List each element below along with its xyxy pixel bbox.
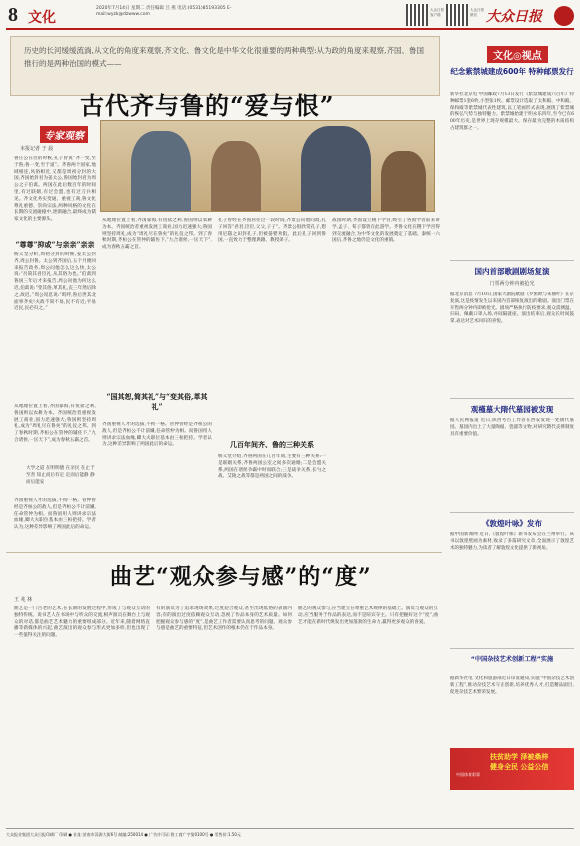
article-paragraph: 杨义堂介绍,齐鲁两国在几百年间,主要有三种关系:一是联姻关系,齐鲁两国公室之间多次通婚;二是会盟关系,两国在诸侯争霸中时而联合;三是战争关系,长勺之战、艾陵之战等都是两国之间的战争。 <box>218 454 326 480</box>
article-quote: 大学之道 在明明德 在亲民 在止于至善 知止而后有定 定而后能静 静而后能安 <box>26 466 95 485</box>
article-paragraph: 齐国重视人才的选拔,不拘一格。管仲曾经是齐桓公的敌人,但是齐桓公不计前嫌,任命管仲为相。而鲁国用人则讲求宗法血缘,卿大夫职位基本由三桓把持。学者认为,这种差异影响了两国此后的命运。 <box>102 422 212 448</box>
figure-shape <box>211 141 261 211</box>
article-paragraph: 有的演员为了追求现场效果,过度迎合观众,甚至出现低俗的表演内容;有的演出过度依赖观众互动,忽视了作品本身的艺术质量。如何把握观众参与感的“度”,是曲艺工作者需要认真思考的问题。观众参与感是曲艺的重要特征,但艺术创作的根本仍在于作品本身。 <box>156 606 292 632</box>
sidebar-text: 据新华社电 文化和旅游部近日印发通知,实施“中国杂技艺术创新工程”,推动杂技艺术守正创新,培养优秀人才,打造精品剧目,促进杂技艺术繁荣发展。 <box>450 676 574 695</box>
second-headline: 曲艺“观众参与感”的“度” <box>110 564 372 590</box>
figure-shape <box>301 126 371 211</box>
sidebar-headline: “中国杂技艺术创新工程”实施 <box>470 656 554 663</box>
article-paragraph: 曲艺是一门古老的艺术,在长期的发展过程中,形成了与观众互动的独特传统。说书艺人在书场中与听众的交流,相声演员在舞台上与观众的对话,都是曲艺艺术魅力的重要组成部分。近年来,随着网络直播等新媒体的兴起,曲艺演出的观众参与形式更加多样,但也出现了一些值得关注的问题。 <box>14 606 150 639</box>
sidebar-subtitle: 门票两分钟内被抢光 <box>489 281 535 287</box>
divider <box>450 512 574 513</box>
main-headline: 古代齐与鲁的“爱与恨” <box>80 91 335 120</box>
expert-tag: 专家观察 <box>40 126 88 143</box>
masthead-meta: 2020年7月14日 星期二 责任编辑 吕 燕 电话:(0531)85193305 E-mail:wyzk@dzwww.com <box>96 6 232 17</box>
newspaper-brand: 大众日报 <box>486 9 542 25</box>
sidebar-headline: 纪念紫禁城建成600年 特种邮票发行 <box>450 67 574 76</box>
article-subhead: “国其恕,简其礼”与“变其俗,革其礼” <box>106 392 208 411</box>
sidebar-tag: 文化◎视点 <box>487 46 548 63</box>
section-title: 文化 <box>28 10 56 26</box>
illustration-image <box>100 120 435 212</box>
article-paragraph: 曲艺的观众参与,应当建立在尊重艺术规律的基础上。演员与观众的互动,应当服务于作品的表达,而不是喧宾夺主。只有把握好这个“度”,曲艺才能在新时代焕发出更加蓬勃的生命力,赢得更多观众的喜爱。 <box>298 606 438 625</box>
brand-logo-icon <box>554 6 574 26</box>
figure-shape <box>131 131 191 211</box>
divider <box>450 260 574 261</box>
qr-caption: 大众日报 微信 <box>470 8 484 17</box>
article-subhead: 几百年间齐、鲁的三种关系 <box>230 440 314 449</box>
sidebar-text: 据中国新闻网 近日,《敦煌叶咏》新书发布会在兰州举行。该书以敦煌壁画为素材,收录了多篇研究文章,全面展示了敦煌艺术的独特魅力,为读者了解敦煌文化提供了新视角。 <box>450 532 574 551</box>
sidebar-text: 据人民网报道 近日,陕西考古工作者在西安发现一处隋代墓园。墓园内出土了大量陶俑、瓷器等文物,对研究隋代丧葬制度具有重要价值。 <box>450 418 574 437</box>
ad-slogan <box>490 752 572 772</box>
ad-logo: 中国体育彩票 <box>456 772 480 777</box>
qr-code-icon <box>406 4 428 26</box>
sidebar-text: 新华社北京电 中国邮政7月13日发行《紫禁城建成六百年》特种邮票1套6枚,小型张1枚。邮票设计选取了太和殿、中和殿、保和殿等紫禁城代表性建筑,以工笔画形式表现,展现了紫禁城的恢弘气势与独特魅力。紫禁城始建于明永乐四年,至今已有600年历史,是世界上现存规模最大、保存最为完整的木质结构古建筑群之一。 <box>450 92 574 131</box>
ad-slogan-line: 健身全民 公益公信 <box>490 763 549 771</box>
qr-caption: 大众日报 客户端 <box>430 8 444 17</box>
article-paragraph: 从地理位置上看,齐国靠海,有鱼盐之利,鲁国则以农耕为本。齐国统治者重视发展工商业,国力迅速强大;鲁国则坚持周礼,成为“周礼尽在鲁矣”的礼仪之邦。到了春秋时期,齐桓公在管仲的辅佐下,“九合诸侯,一匡天下”,成为春秋五霸之首。 <box>102 218 212 251</box>
article-paragraph: 孔子曾经在齐国居住过一段时间,齐景公向他问政,孔子回答“君君,臣臣,父父,子子”。齐景公很欣赏孔子,想用尼谿之田封孔子,但被晏婴劝阻。此后孔子回到鲁国,一直致力于整理典籍、教授弟子。 <box>218 218 326 244</box>
masthead <box>6 4 574 30</box>
sidebar-text: 据北京消息 7月10日,国家大剧院歌剧《罗密欧与朱丽叶》在京复演,这是疫情发生以来国内首部恢复演出的歌剧。演出门票在开售两分钟内即被抢光。剧场严格执行防疫要求,观众需测温、扫码、佩戴口罩入场,并间隔就座。演出结束后,观众长时间鼓掌,表达对艺术回归的喜悦。 <box>450 292 574 325</box>
byline: 本报记者 于 晨 <box>20 146 54 152</box>
qr-code-icon <box>446 4 468 26</box>
page-number: 8 <box>8 4 18 26</box>
page-footer: 大众报业集团大众日报印刷厂 印刷 ● 社址:济南市泺源大街6号 邮编:250014 ● 广告许可证:鲁工商广字第0100号 ● 零售价:1.50元 <box>6 828 574 838</box>
figure-shape <box>381 151 426 211</box>
article-paragraph: 齐国重视人才的选拔,不拘一格。管仲曾经是齐桓公的敌人,但是齐桓公不计前嫌,任命管仲为相。而鲁国用人则讲求宗法血缘,卿大夫职位基本由三桓把持。学者认为,这种差异影响了两国此后的命运。 <box>14 498 96 531</box>
divider <box>450 398 574 399</box>
byline: 王 兆 林 <box>14 597 33 603</box>
lead-text: 历史的长河缓缓流淌,从文化的角度来观察,齐文化、鲁文化是中华文化很重要的两种典型:从为政的角度来观察,齐国、鲁国推行的是两种治国的模式—— <box>24 46 424 68</box>
article-paragraph: 从地理位置上看,齐国靠海,有鱼盐之利,鲁国则以农耕为本。齐国统治者重视发展工商业,国力迅速强大;鲁国则坚持周礼,成为“周礼尽在鲁矣”的礼仪之邦。到了春秋时期,齐桓公在管仲的辅佐下,“九合诸侯,一匡天下”,成为春秋五霸之首。 <box>14 404 96 443</box>
divider <box>450 648 574 649</box>
article-paragraph: 杨义堂分析,周初分封的时候,姜太公封齐,周公封鲁。太公到齐国后,五个月便回来报告政务,周公问他怎么这么快,太公说:“吾简其君臣礼,从其俗为也。”伯禽到鲁国三年后才来报告,周公问他为何这么迟,伯禽说:“变其俗,革其礼,丧三年然后除之,故迟。”周公叹息说:“呜呼,鲁后世其北面事齐矣!夫政不简不易,民不有近;平易近民,民必归之。” <box>14 252 96 312</box>
sidebar-headline: 观槿墓大隋代墓园被发现 <box>470 405 554 414</box>
article-paragraph: 鲁庄公在位的时候,孔子曾说“齐一变,至于鲁;鲁一变,至于道”。齐鲁两个国家,地域相连,风俗相近,又都是周初分封的大国,齐国始封君为姜太公,鲁国始封君为周公之子伯禽。两国在此后数百年的时间里,有过联姻,有过会盟,也有过刀兵相见。齐文化务实变通、重视工商,鲁文化尊礼重德、崇尚宗法,两种风格的文化在长期的交流碰撞中,逐渐融合,最终成为儒家文化的主要源头。 <box>14 156 96 223</box>
sidebar-headline: 国内首部歌剧剧场复演 <box>474 267 550 276</box>
article-subhead: “尊尊”抑或“与亲亲”亲亲 <box>15 240 95 249</box>
sidebar-headline: 《敦煌叶咏》发布 <box>482 519 542 528</box>
article-paragraph: 战国时期,齐国设立稷下学宫,吸引了各国学者前来讲学,孟子、荀子都曾在此游学。齐鲁文化在稷下学宫得到交流融合,为中华文化的发展奠定了基础。秦统一六国后,齐鲁之地仍是文化的重镇。 <box>332 218 440 244</box>
divider <box>6 552 442 553</box>
ad-slogan-line: 扶贫助学 泽被桑梓 <box>490 753 549 761</box>
